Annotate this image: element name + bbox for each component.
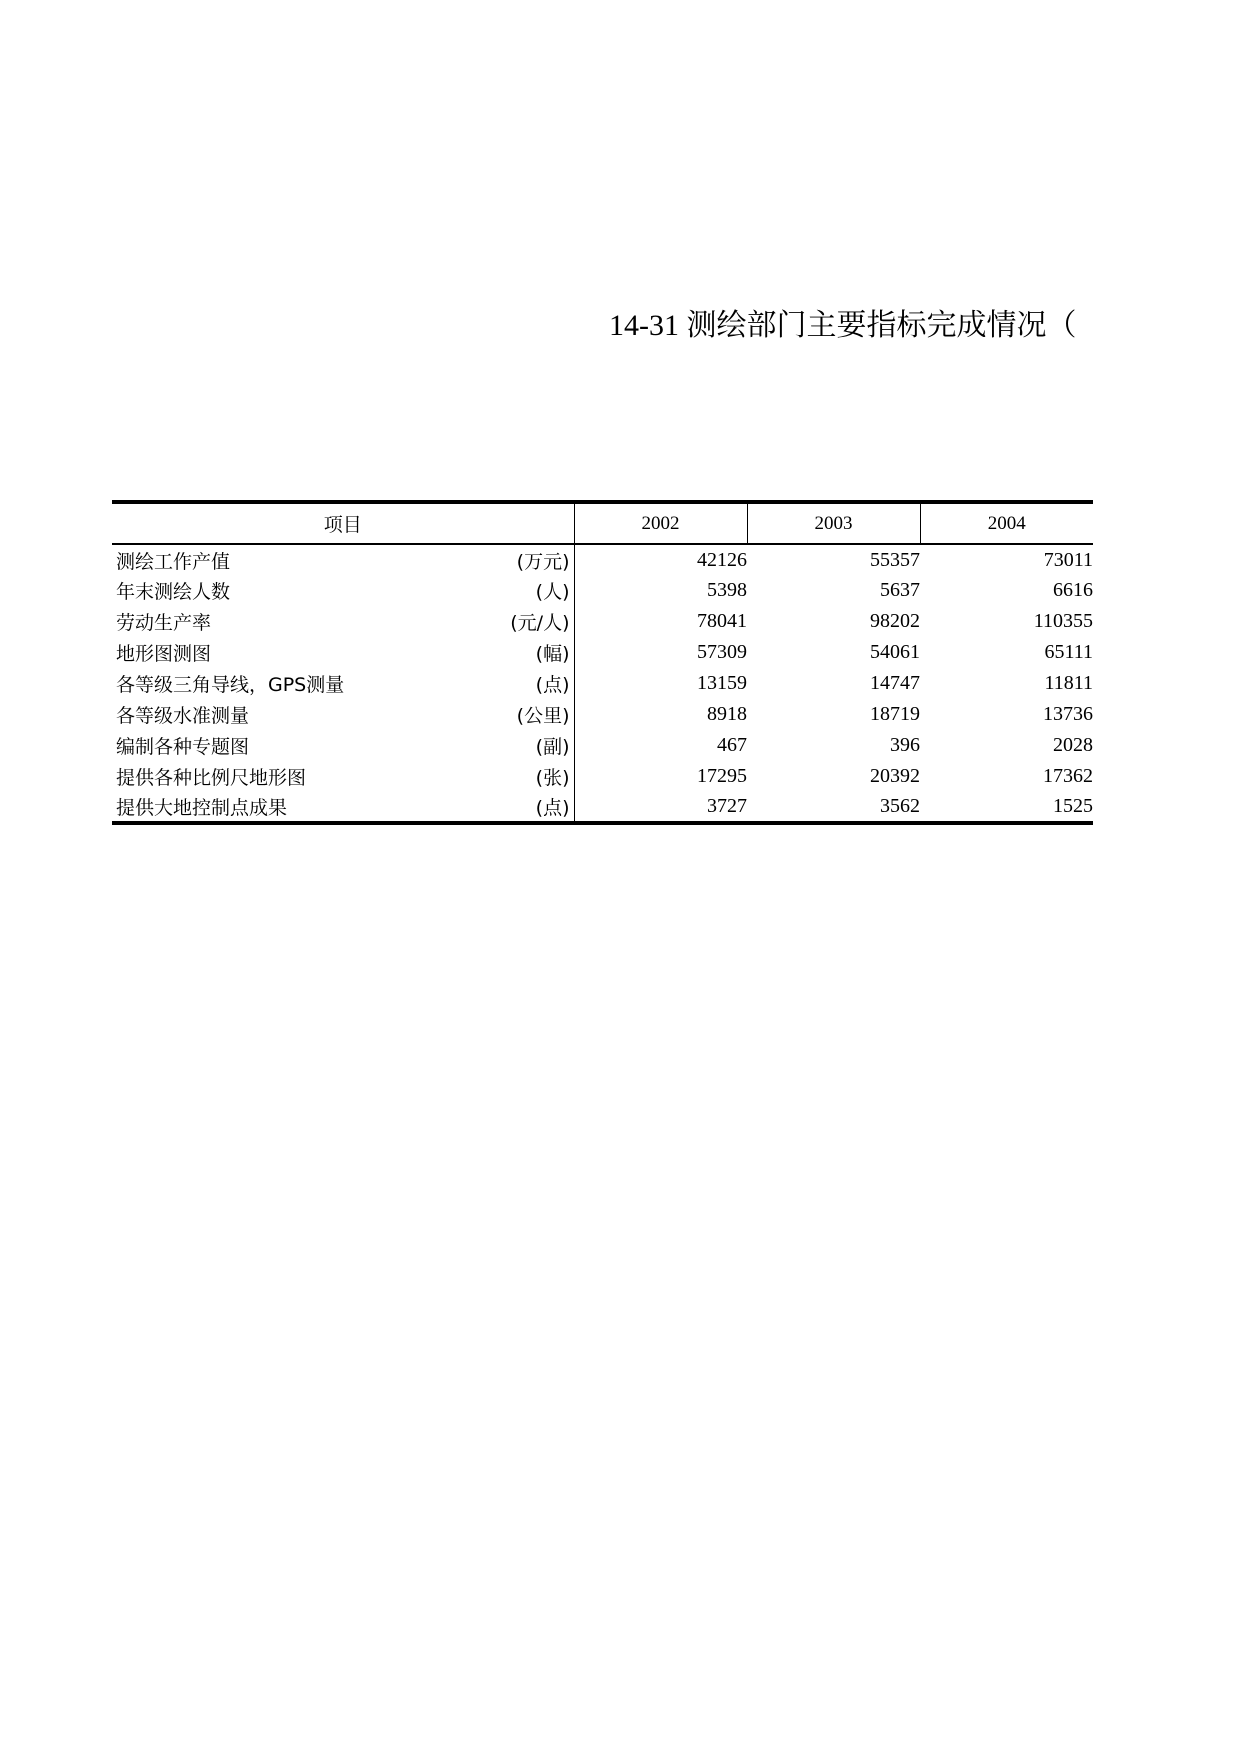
row-label-cell [112, 699, 574, 730]
value-2002: 42126 [574, 544, 747, 575]
value-2002: 78041 [574, 606, 747, 637]
value-2004: 65111 [1044, 641, 1093, 663]
value-2003: 54061 [870, 641, 920, 663]
value-2003: 55357 [870, 548, 920, 571]
row-unit: (万元) [516, 550, 570, 573]
value-2004: 17362 [1043, 765, 1093, 787]
value-2003: 5637 [880, 579, 920, 601]
table-row [112, 575, 1093, 606]
value-2004: 1525 [920, 792, 1093, 823]
header-year-2004: 2004 [920, 502, 1093, 544]
row-unit: (点) [535, 674, 570, 696]
row-label: 地形图测图 [116, 643, 212, 665]
value-2004: 6616 [1053, 579, 1093, 601]
value-2004: 2028 [1053, 734, 1093, 756]
row-label: 各等级三角导线，GPS测量 [116, 674, 345, 696]
value-2003: 396 [890, 734, 920, 756]
row-unit: (元/人) [510, 612, 570, 634]
row-label: 提供大地控制点成果 [116, 797, 288, 819]
header-year-2002: 2002 [574, 502, 747, 544]
row-label-cell [112, 575, 574, 606]
table-row [112, 761, 1093, 792]
value-2003: 98202 [870, 610, 920, 632]
row-label: 年末测绘人数 [116, 581, 231, 603]
row-unit: (副) [535, 736, 570, 758]
row-label: 测绘工作产值 [116, 550, 231, 573]
table-row [112, 637, 1093, 668]
value-2003: 14747 [870, 672, 920, 694]
value-2003: 20392 [870, 765, 920, 787]
value-2004: 110355 [1033, 610, 1093, 632]
table-row [112, 699, 1093, 730]
row-unit: (点) [535, 797, 570, 819]
table-row [112, 730, 1093, 761]
value-2003: 18719 [870, 703, 920, 725]
row-label-cell [112, 761, 574, 792]
row-label: 提供各种比例尺地形图 [116, 767, 307, 789]
row-unit: (幅) [535, 643, 570, 665]
table-row [112, 544, 1093, 575]
row-label-cell [112, 637, 574, 668]
value-2002: 3727 [574, 792, 747, 823]
page-title: 14-31 测绘部门主要指标完成情况（ [609, 309, 1077, 342]
row-unit: (公里) [516, 705, 570, 727]
row-label: 劳动生产率 [116, 612, 212, 634]
value-2002: 5398 [574, 575, 747, 606]
table-row [112, 606, 1093, 637]
value-2002: 13159 [574, 668, 747, 699]
value-2002: 8918 [574, 699, 747, 730]
row-label-cell [112, 792, 574, 823]
table-row [112, 668, 1093, 699]
value-2002: 17295 [574, 761, 747, 792]
value-2002: 57309 [574, 637, 747, 668]
header-item: 项目 [112, 502, 574, 544]
row-unit: (张) [535, 767, 570, 789]
value-2004: 73011 [1043, 548, 1093, 571]
row-label-cell [112, 606, 574, 637]
table-header-row [112, 502, 1093, 544]
header-year-2003: 2003 [747, 502, 920, 544]
row-label-cell [112, 544, 574, 575]
indicators-table [112, 500, 1093, 825]
value-2003: 3562 [747, 792, 920, 823]
value-2004: 11811 [1044, 672, 1093, 694]
row-label-cell [112, 668, 574, 699]
row-label: 编制各种专题图 [116, 736, 250, 758]
table-row [112, 792, 1093, 823]
value-2002: 467 [574, 730, 747, 761]
row-label: 各等级水准测量 [116, 705, 250, 727]
row-label-cell [112, 730, 574, 761]
row-unit: (人) [535, 581, 570, 603]
value-2004: 13736 [1043, 703, 1093, 725]
